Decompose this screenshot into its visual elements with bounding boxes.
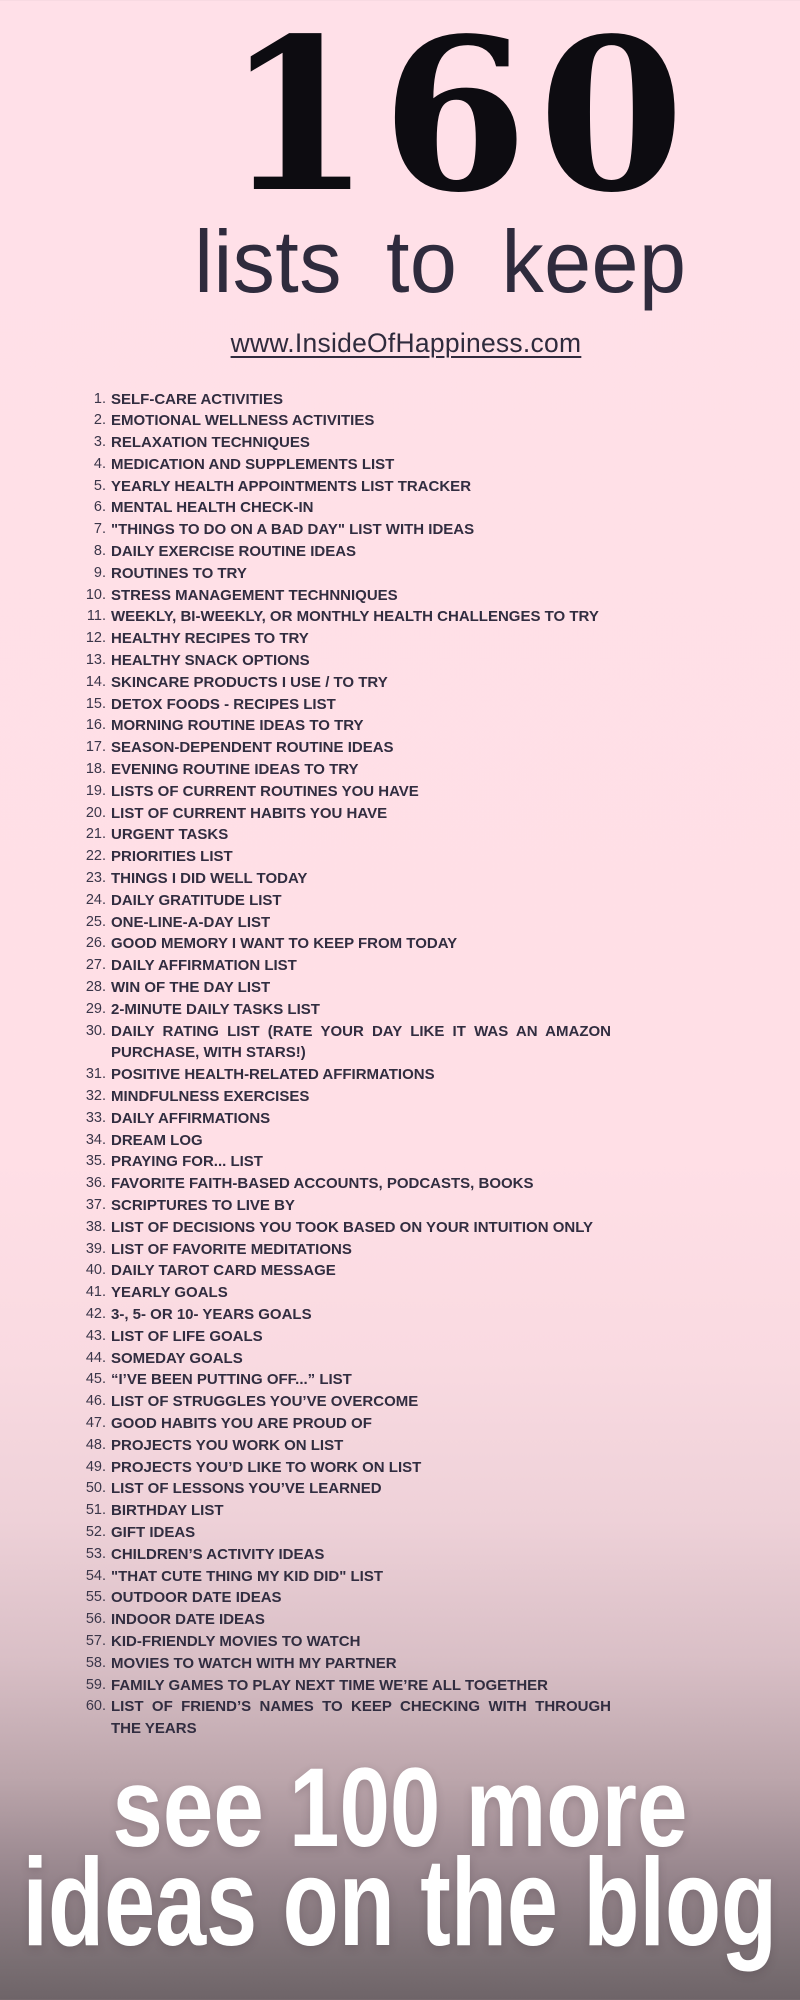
list-item: [72, 1566, 800, 1588]
list-item: [72, 1522, 800, 1544]
list-item: [72, 1304, 800, 1326]
list-item-number: 19.: [85, 782, 106, 799]
list-item-text: "THINGS TO DO ON A BAD DAY" LIST WITH IDEAS: [111, 521, 475, 539]
list-item: [72, 1609, 800, 1631]
list-item-number: 57.: [85, 1632, 106, 1649]
list-item: [72, 1413, 800, 1435]
list-item-number: 10.: [85, 586, 106, 603]
list-item: [72, 868, 800, 890]
list-item-text: DAILY EXERCISE ROUTINE IDEAS: [111, 543, 357, 561]
list-item: [72, 1064, 800, 1086]
list-item-number: 30.: [85, 1022, 106, 1039]
list-item-text: THINGS I DID WELL TODAY: [111, 870, 308, 888]
list-item: [72, 1173, 800, 1195]
list-item: [72, 1478, 800, 1500]
list-item: [72, 1391, 800, 1413]
list-item-number: 49.: [85, 1458, 106, 1475]
list-item-text: PROJECTS YOU’D LIKE TO WORK ON LIST: [111, 1458, 422, 1476]
list-item-text: SELF-CARE ACTIVITIES: [111, 390, 283, 408]
header-section: [0, 0, 800, 359]
list-item: [72, 585, 800, 607]
list-item-number: 39.: [85, 1240, 106, 1257]
list-item-number: 16.: [85, 717, 106, 734]
list-item-text: MENTAL HEALTH CHECK-IN: [111, 499, 314, 517]
list-item-number: 44.: [85, 1349, 106, 1366]
list-item-text: WIN OF THE DAY LIST: [111, 979, 271, 997]
list-item-number: 42.: [85, 1305, 106, 1322]
list-item-text: LISTS OF CURRENT ROUTINES YOU HAVE: [111, 782, 419, 800]
list-item-number: 11.: [86, 608, 106, 625]
list-item: [72, 1631, 800, 1653]
list-item-number: 46.: [85, 1393, 106, 1410]
list-item: [72, 759, 800, 781]
list-item: [72, 999, 800, 1021]
list-item-text: GOOD MEMORY I WANT TO KEEP FROM TODAY: [111, 935, 458, 953]
list-item-text: LIST OF LIFE GOALS: [111, 1327, 263, 1345]
list-item-number: 54.: [85, 1567, 106, 1584]
list-item-text: YEARLY GOALS: [111, 1284, 228, 1302]
list-item-number: 20.: [85, 804, 106, 821]
cta-row-2: [0, 1833, 800, 1972]
list-item-text: GIFT IDEAS: [111, 1523, 196, 1541]
list-item-text: "THAT CUTE THING MY KID DID" LIST: [111, 1567, 383, 1585]
list-item: [72, 824, 800, 846]
list-item-text: OUTDOOR DATE IDEAS: [111, 1589, 282, 1607]
list-item-text: CHILDREN’S ACTIVITY IDEAS: [111, 1545, 325, 1563]
list-item-text: BIRTHDAY LIST: [111, 1502, 224, 1520]
list-item: [72, 1457, 800, 1479]
list-item-number: 41.: [85, 1284, 106, 1301]
list-item-number: 36.: [85, 1175, 106, 1192]
title-line: [0, 211, 800, 311]
list-item-text: FAMILY GAMES TO PLAY NEXT TIME WE’RE ALL TOGETHER: [111, 1676, 549, 1694]
list-item-text: PRAYING FOR... LIST: [111, 1153, 263, 1171]
list-item-text: DAILY AFFIRMATIONS: [111, 1109, 271, 1127]
list-item-number: 34.: [85, 1131, 106, 1148]
list-item-number: 1.: [93, 390, 106, 407]
list-item-text: “I’VE BEEN PUTTING OFF...” LIST: [111, 1371, 352, 1389]
list-item-text: LIST OF DECISIONS YOU TOOK BASED ON YOUR INTUITION ONLY: [111, 1218, 593, 1236]
list-item: [72, 1021, 800, 1065]
list-item-number: 9.: [93, 564, 106, 581]
list-item: [72, 1369, 800, 1391]
list-item-number: 4.: [93, 455, 106, 472]
list-item-number: 2.: [93, 412, 106, 429]
list-item: [72, 1653, 800, 1675]
list-item-number: 24.: [85, 891, 106, 908]
list-item-number: 59.: [85, 1676, 106, 1693]
list-item-number: 31.: [85, 1066, 106, 1083]
list-item: [72, 715, 800, 737]
list-item-text: MINDFULNESS EXERCISES: [111, 1088, 310, 1105]
list-item-text: LIST OF CURRENT HABITS YOU HAVE: [111, 804, 388, 822]
list-item-text: SKINCARE PRODUCTS I USE / TO TRY: [111, 673, 388, 691]
website-link[interactable]: www.InsideOfHappiness.com: [230, 327, 582, 358]
list-item-number: 51.: [85, 1502, 106, 1519]
list-item: [72, 1587, 800, 1609]
list-item-number: 12.: [85, 630, 106, 647]
list-item: [72, 977, 800, 999]
list-item-number: 48.: [85, 1436, 106, 1453]
list-item: [72, 563, 800, 585]
list-item-number: 40.: [85, 1262, 106, 1279]
list-item-number: 21.: [85, 826, 106, 843]
list-item: [72, 541, 800, 563]
list-item-text: LIST OF FRIEND’S NAMES TO KEEP CHECKING WITH THROUGH THE YEARS: [111, 1698, 611, 1738]
list-item-text: DAILY TAROT CARD MESSAGE: [111, 1262, 336, 1280]
list-item-text: ONE-LINE-A-DAY LIST: [111, 913, 271, 931]
list-item: [72, 803, 800, 825]
list-item-text: LIST OF FAVORITE MEDITATIONS: [111, 1240, 352, 1258]
page-title: lists to keep: [193, 211, 687, 311]
list-item-text: KID-FRIENDLY MOVIES TO WATCH: [111, 1632, 361, 1650]
list-item: [72, 672, 800, 694]
list-item-text: SCRIPTURES TO LIVE BY: [111, 1196, 295, 1214]
list-item: [72, 1500, 800, 1522]
list-item-number: 47.: [85, 1414, 106, 1431]
list-item-text: MOVIES TO WATCH WITH MY PARTNER: [111, 1654, 397, 1672]
list-item-text: 2-MINUTE DAILY TASKS LIST: [111, 1000, 320, 1018]
list-item: [72, 1544, 800, 1566]
list-item: [72, 912, 800, 934]
list-item-text: SOMEDAY GOALS: [111, 1349, 243, 1367]
list-item-number: 22.: [85, 848, 106, 865]
list-item: [72, 1675, 800, 1697]
list-item-number: 25.: [85, 913, 106, 930]
list-item-number: 6.: [93, 499, 106, 516]
list-item-number: 3.: [93, 434, 106, 451]
list-item-number: 13.: [85, 652, 106, 669]
list-item-number: 26.: [85, 935, 106, 952]
list-item-number: 8.: [93, 543, 106, 560]
list-item-number: 29.: [85, 1000, 106, 1017]
list-item-number: 37.: [85, 1196, 106, 1213]
list-item: [72, 1130, 800, 1152]
list-item-text: WEEKLY, BI-WEEKLY, OR MONTHLY HEALTH CHALLENGES TO TRY: [111, 608, 599, 626]
list-item-number: 27.: [85, 957, 106, 974]
list-item-text: DAILY GRATITUDE LIST: [111, 891, 282, 909]
list-item: [72, 476, 800, 498]
list-item-number: 17.: [85, 739, 106, 756]
list-item-number: 55.: [85, 1589, 106, 1606]
list-item-number: 58.: [85, 1654, 106, 1671]
list-item-text: EVENING ROUTINE IDEAS TO TRY: [111, 761, 359, 779]
list-item-text: HEALTHY SNACK OPTIONS: [111, 652, 310, 670]
list-item-text: STRESS MANAGEMENT TECHNNIQUES: [111, 586, 398, 604]
list-item-text: URGENT TASKS: [111, 826, 229, 844]
list-item: [72, 1282, 800, 1304]
list-item: [72, 737, 800, 759]
list-item-number: 5.: [93, 477, 106, 494]
list-item-text: DETOX FOODS - RECIPES LIST: [111, 695, 336, 713]
list-item-text: HEALTHY RECIPES TO TRY: [111, 630, 309, 648]
list-item: [72, 497, 800, 519]
list-item-number: 56.: [85, 1611, 106, 1628]
list-item: [72, 650, 800, 672]
numbered-list: [0, 389, 800, 1740]
list-item: [72, 454, 800, 476]
cta-line-2: ideas on the blog: [22, 1833, 778, 1972]
list-item: [72, 1696, 800, 1740]
list-item-number: 7.: [93, 521, 106, 538]
list-item-text: YEARLY HEALTH APPOINTMENTS LIST TRACKER: [111, 477, 472, 495]
list-item-number: 43.: [85, 1327, 106, 1344]
list-item-number: 33.: [85, 1109, 106, 1126]
list-item-text: ROUTINES TO TRY: [111, 564, 247, 582]
footer-section: [0, 1744, 800, 1972]
list-item: [72, 1435, 800, 1457]
list-item-text: MORNING ROUTINE IDEAS TO TRY: [111, 717, 364, 735]
list-item-text: GOOD HABITS YOU ARE PROUD OF: [111, 1414, 372, 1432]
list-item: [72, 933, 800, 955]
list-item-text: DAILY AFFIRMATION LIST: [111, 957, 297, 975]
list-item: [72, 955, 800, 977]
list-item-number: 52.: [85, 1523, 106, 1540]
list-item-number: 28.: [85, 979, 106, 996]
list-item: [72, 694, 800, 716]
list-item: [72, 628, 800, 650]
list-item-number: 45.: [85, 1371, 106, 1388]
list-item: [72, 1217, 800, 1239]
list-item: [72, 1348, 800, 1370]
list-item: [72, 389, 800, 411]
list-item-text: INDOOR DATE IDEAS: [111, 1611, 265, 1629]
list-item: [72, 890, 800, 912]
list-item: [72, 519, 800, 541]
list-item: [72, 781, 800, 803]
cta-line-1: see 100 more: [112, 1744, 688, 1870]
list-item-text: MEDICATION AND SUPPLEMENTS LIST: [111, 455, 395, 473]
list-item-number: 35.: [85, 1153, 106, 1170]
list-item: [72, 1086, 800, 1108]
list-item-number: 18.: [85, 761, 106, 778]
list-item-number: 32.: [85, 1088, 106, 1104]
list-item-number: 14.: [85, 673, 106, 690]
list-item: [72, 410, 800, 432]
list-item-text: LIST OF LESSONS YOU’VE LEARNED: [111, 1480, 382, 1498]
list-item-number: 23.: [85, 870, 106, 887]
list-item-text: FAVORITE FAITH-BASED ACCOUNTS, PODCASTS, BOOKS: [111, 1175, 534, 1193]
list-item-text: EMOTIONAL WELLNESS ACTIVITIES: [111, 412, 375, 430]
list-item-text: DREAM LOG: [111, 1131, 203, 1149]
list-item-text: RELAXATION TECHNIQUES: [111, 434, 310, 452]
list-item: [72, 1108, 800, 1130]
list-item: [72, 846, 800, 868]
list-item-text: PRIORITIES LIST: [111, 848, 233, 866]
list-item: [72, 1151, 800, 1173]
list-item-text: LIST OF STRUGGLES YOU’VE OVERCOME: [111, 1393, 419, 1411]
list-item-number: 38.: [85, 1218, 106, 1235]
list-item-text: POSITIVE HEALTH-RELATED AFFIRMATIONS: [111, 1066, 435, 1084]
list-item-text: DAILY RATING LIST (RATE YOUR DAY LIKE IT WAS AN AMAZON PURCHASE, WITH STARS!): [111, 1022, 611, 1062]
list-item-number: 15.: [85, 695, 106, 712]
list-item: [72, 1260, 800, 1282]
big-number-heading: 160: [225, 0, 695, 239]
list-item: [72, 432, 800, 454]
list-item-number: 53.: [85, 1545, 106, 1562]
list-item-number: 60.: [85, 1698, 106, 1715]
website-line: [0, 328, 800, 359]
list-item-text: 3-, 5- OR 10- YEARS GOALS: [111, 1305, 312, 1323]
list-item-text: PROJECTS YOU WORK ON LIST: [111, 1436, 344, 1454]
list-item-number: 50.: [85, 1480, 106, 1497]
list-item: [72, 1239, 800, 1261]
list-item: [72, 1326, 800, 1348]
list-item: [72, 606, 800, 628]
list-item-text: SEASON-DEPENDENT ROUTINE IDEAS: [111, 739, 394, 757]
list-item: [72, 1195, 800, 1217]
